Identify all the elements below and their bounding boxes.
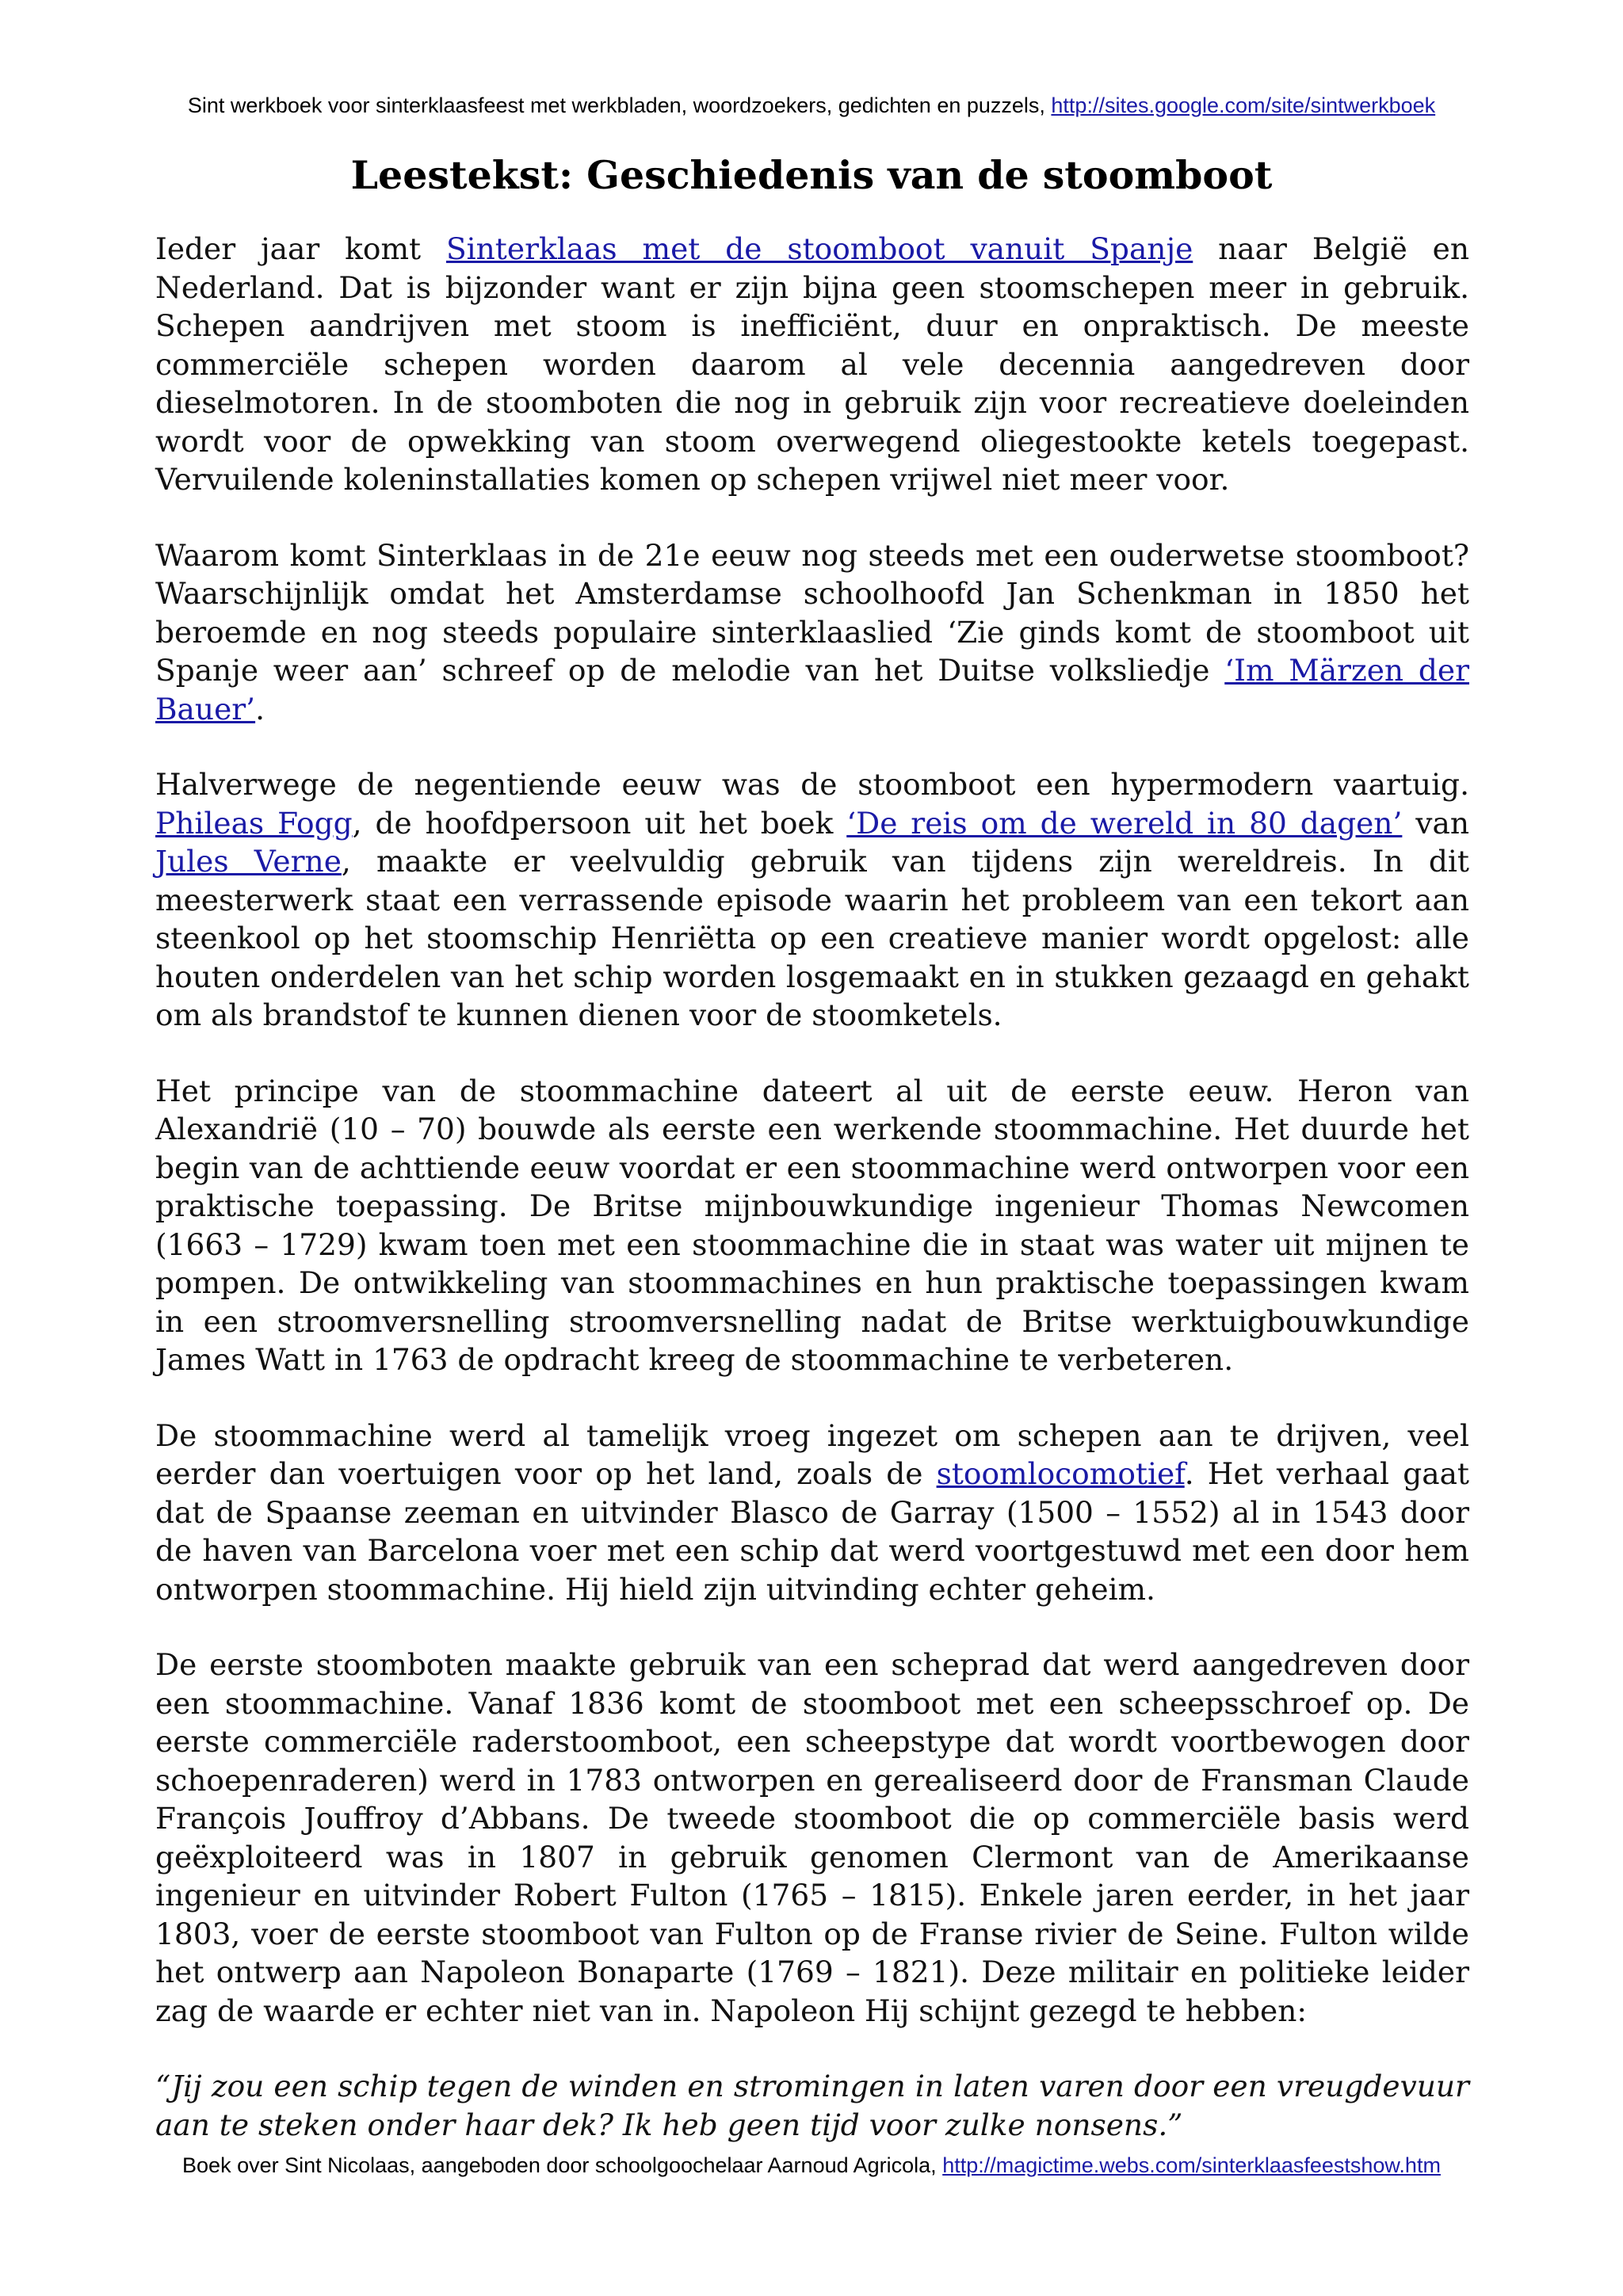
link-im-maerzen-der-bauer[interactable]: ‘Im Märzen der Bauer’ xyxy=(155,653,1469,727)
text: Halverwege de negentiende eeuw was de stoomboot een hypermodern vaartuig. xyxy=(155,767,1469,802)
footer-text: Boek over Sint Nicolaas, aangeboden door schoolgoochelaar Aarnoud Agricola, xyxy=(182,2153,943,2177)
paragraph-2 xyxy=(155,536,1469,729)
text: Het principe van de stoommachine dateert al uit de eerste eeuw. Heron van Alexandrië (10 – 70) bouwde als eerste een werkende stoommachine. Het duurde het begin van de achttiende eeuw voordat er een stoommachine werd ontworpen voor een praktische toepassing. De Britse mijnbouwkundige ingenieur Thomas Newcomen (1663 – 1729) kwam toen met een stoommachine die in staat was water uit mijnen te pompen. De ontwikkeling van stoommachines en hun praktische toepassingen kwam in een stroomversnelling stroomversnelling nadat de Britse werktuigbouwkundige James Watt in 1763 de opdracht kreeg de stoommachine te verbeteren. xyxy=(155,1073,1469,1377)
page-header xyxy=(0,93,1623,118)
text: Waarom komt Sinterklaas in de 21e eeuw nog steeds met een ouderwetse stoomboot? Waarschijnlijk omdat het Amsterdamse schoolhoofd Jan Schenkman in 1850 het beroemde en nog steeds populaire sinterklaaslied ‘Zie ginds komt de stoomboot uit Spanje weer aan’ schreef op de melodie van het Duitse volksliedje xyxy=(155,537,1469,688)
link-sinterklaas-stoomboot[interactable]: Sinterklaas met de stoomboot vanuit Spanje xyxy=(445,231,1193,266)
link-phileas-fogg[interactable]: Phileas Fogg xyxy=(155,805,353,841)
page-title: Leestekst: Geschiedenis van de stoomboot xyxy=(350,152,1273,198)
text: naar België en Nederland. Dat is bijzonder want er zijn bijna geen stoomschepen meer in gebruik. Schepen aandrijven met stoom is inefficiënt, duur en onpraktisch. De meeste commerciële schepen worden daarom al vele decennia aangedreven door dieselmotoren. In de stoomboten die nog in gebruik zijn voor recreatieve doeleinden wordt voor de opwekking van stoom overwegend oliegestookte ketels toegepast. Vervuilende koleninstallaties komen op schepen vrijwel niet meer voor. xyxy=(155,231,1469,497)
header-text: Sint werkboek voor sinterklaasfeest met werkbladen, woordzoekers, gedichten en puzzels, xyxy=(187,93,1052,117)
text: , de hoofdpersoon uit het boek xyxy=(352,805,847,841)
article-body xyxy=(155,230,1469,2181)
paragraph-3 xyxy=(155,765,1469,1035)
page-footer xyxy=(0,2153,1623,2178)
header-link[interactable]: http://sites.google.com/site/sintwerkboek xyxy=(1051,93,1436,117)
link-stoomlocomotief[interactable]: stoomlocomotief xyxy=(936,1456,1185,1491)
paragraph-1 xyxy=(155,230,1469,499)
footer-link[interactable]: http://magictime.webs.com/sinterklaasfeestshow.htm xyxy=(942,2153,1441,2177)
text: De stoommachine werd al tamelijk vroeg ingezet om schepen aan te drijven, veel eerder dan voertuigen voor op het land, zoals de xyxy=(155,1417,1469,1491)
paragraph-4 xyxy=(155,1072,1469,1379)
text: De eerste stoomboten maakte gebruik van een scheprad dat werd aangedreven door een stoommachine. Vanaf 1836 komt de stoomboot met een scheepsschroef op. De eerste commerciële raderstoomboot, een scheepstype dat wordt voortbewogen door schoepenraderen) werd in 1783 ontworpen en gerealiseerd door de Fransman Claude François Jouffroy d’Abbans. De tweede stoomboot die op commerciële basis werd geëxploiteerd was in 1807 in gebruik genomen Clermont van de Amerikaanse ingenieur en uitvinder Robert Fulton (1765 – 1815). Enkele jaren eerder, in het jaar 1803, voer de eerste stoomboot van Fulton op de Franse rivier de Seine. Fulton wilde het ontwerp aan Napoleon Bonaparte (1769 – 1821). Deze militair en politieke leider zag de waarde er echter niet van in. Napoleon Hij schijnt gezegd te hebben: xyxy=(155,1647,1469,2028)
link-reis-om-de-wereld[interactable]: ‘De reis om de wereld in 80 dagen’ xyxy=(846,805,1403,841)
paragraph-6 xyxy=(155,1646,1469,2030)
text: Ieder jaar komt xyxy=(155,231,446,266)
text: . xyxy=(255,691,265,727)
text: , maakte er veelvuldig gebruik van tijdens zijn wereldreis. In dit meesterwerk staat een verrassende episode waarin het probleem van een tekort aan steenkool op het stoomschip Henriëtta op een creatieve manier wordt opgelost: alle houten onderdelen van het schip worden losgemaakt en in stukken gezaagd en gehakt om als brandstof te kunnen dienen voor de stoomketels. xyxy=(155,844,1469,1032)
text: van xyxy=(1402,805,1469,841)
link-jules-verne[interactable]: Jules Verne xyxy=(155,844,342,879)
paragraph-5 xyxy=(155,1417,1469,1609)
text: . Het verhaal gaat dat de Spaanse zeeman en uitvinder Blasco de Garray (1500 – 1552) al in 1543 door de haven van Barcelona voer met een schip dat werd voortgestuwd met een door hem ontworpen stoommachine. Hij hield zijn uitvinding echter geheim. xyxy=(155,1456,1469,1607)
napoleon-quote: “Jij zou een schip tegen de winden en stromingen in laten varen door een vreugdevuur aan te steken onder haar dek? Ik heb geen tijd voor zulke nonsens.” xyxy=(155,2069,1469,2142)
